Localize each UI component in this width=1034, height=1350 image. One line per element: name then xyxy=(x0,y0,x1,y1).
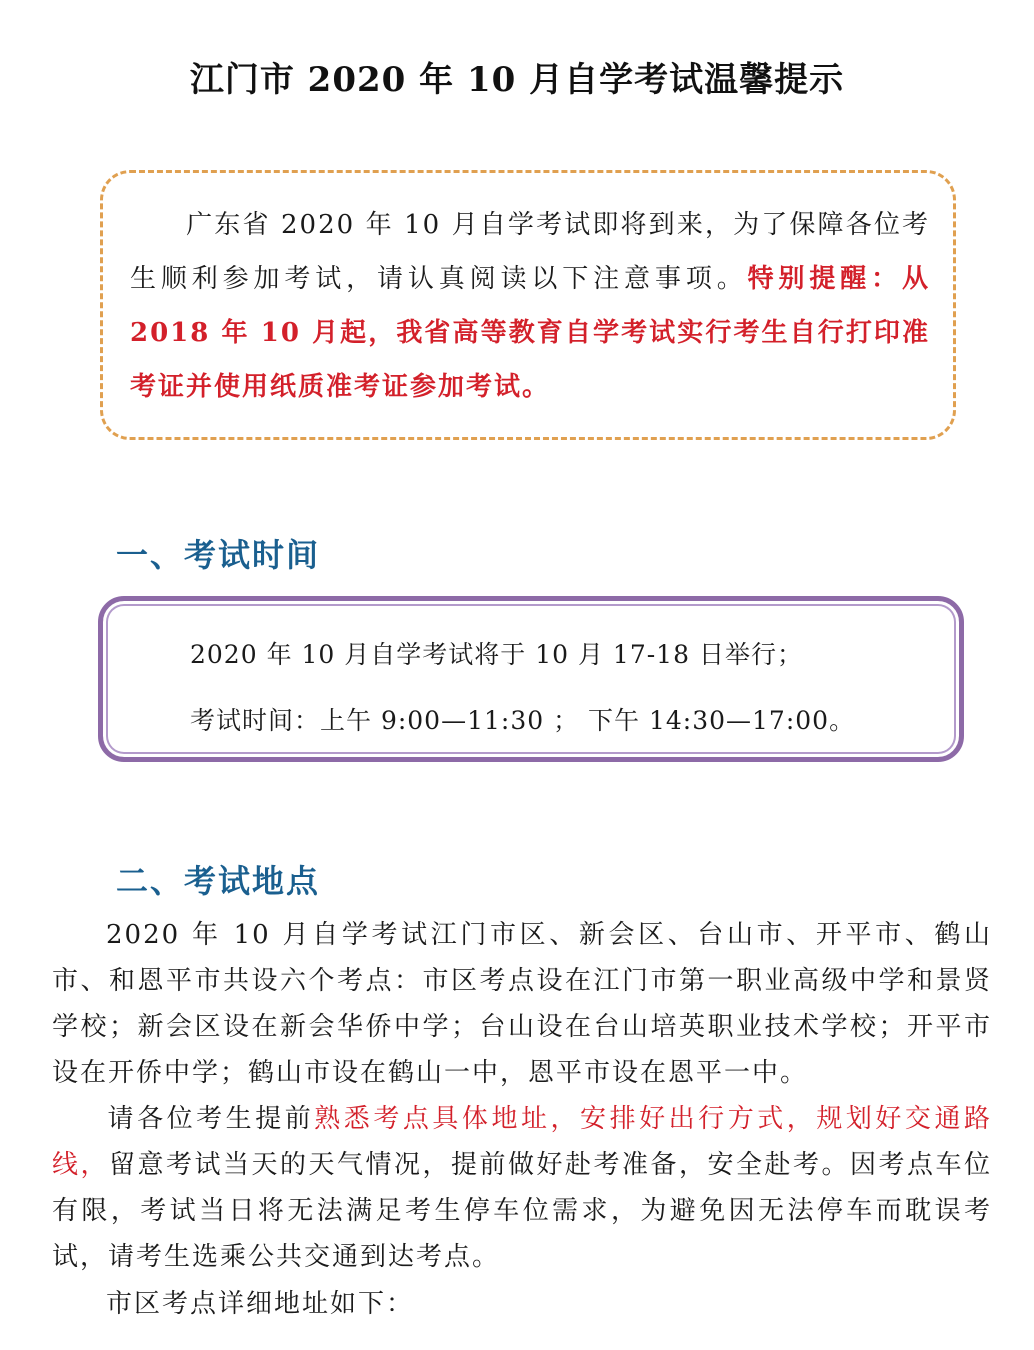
location-paragraph xyxy=(52,912,992,1096)
notice-intro: 广东省 2020 年 10 月自学考试即将到来，为了保障各位考生顺利参加考试，请认真阅读以下注意事项。 xyxy=(130,210,930,294)
notice-text xyxy=(130,198,930,414)
location-text: 2020 年 10 月自学考试江门市区、新会区、台山市、开平市、鹤山市、和恩平市共设六个考点：市区考点设在江门市第一职业高级中学和景贤学校；新会区设在新会华侨中学；台山设在台山培英职业技术学校；开平市设在开侨中学；鹤山市设在鹤山一中，恩平市设在恩平一中。 xyxy=(52,920,992,1088)
section-heading-exam-time: 一、考试时间 xyxy=(116,536,321,574)
section-heading-exam-location: 二、考试地点 xyxy=(116,862,321,900)
travel-lead: 请各位考生提前 xyxy=(106,1104,315,1134)
travel-rest: 留意考试当天的天气情况，提前做好赴考准备，安全赴考。因考点车位有限，考试当日将无法满足考生停车位需求，为避免因无法停车而耽误考试，请考生选乘公共交通到达考点。 xyxy=(52,1150,992,1272)
travel-paragraph xyxy=(52,1096,992,1280)
travel-highlight: 熟悉考点具体地址，安排好出行方式，规划好交通路线， xyxy=(52,1104,992,1180)
exam-time-box xyxy=(98,596,964,762)
address-intro-text: 市区考点详细地址如下： xyxy=(106,1289,415,1319)
notice-highlight: 特别提醒：从 2018 年 10 月起，我省高等教育自学考试实行考生自行打印准考证并使用纸质准考证参加考试。 xyxy=(130,264,930,402)
page-title: 江门市 2020 年 10 月自学考试温馨提示 xyxy=(189,60,845,100)
address-intro xyxy=(52,1281,992,1327)
exam-date-line: 2020 年 10 月自学考试将于 10 月 17-18 日举行； xyxy=(190,640,803,669)
exam-hours-line: 考试时间：上午 9:00—11:30 ； 下午 14:30—17:00。 xyxy=(190,706,856,735)
